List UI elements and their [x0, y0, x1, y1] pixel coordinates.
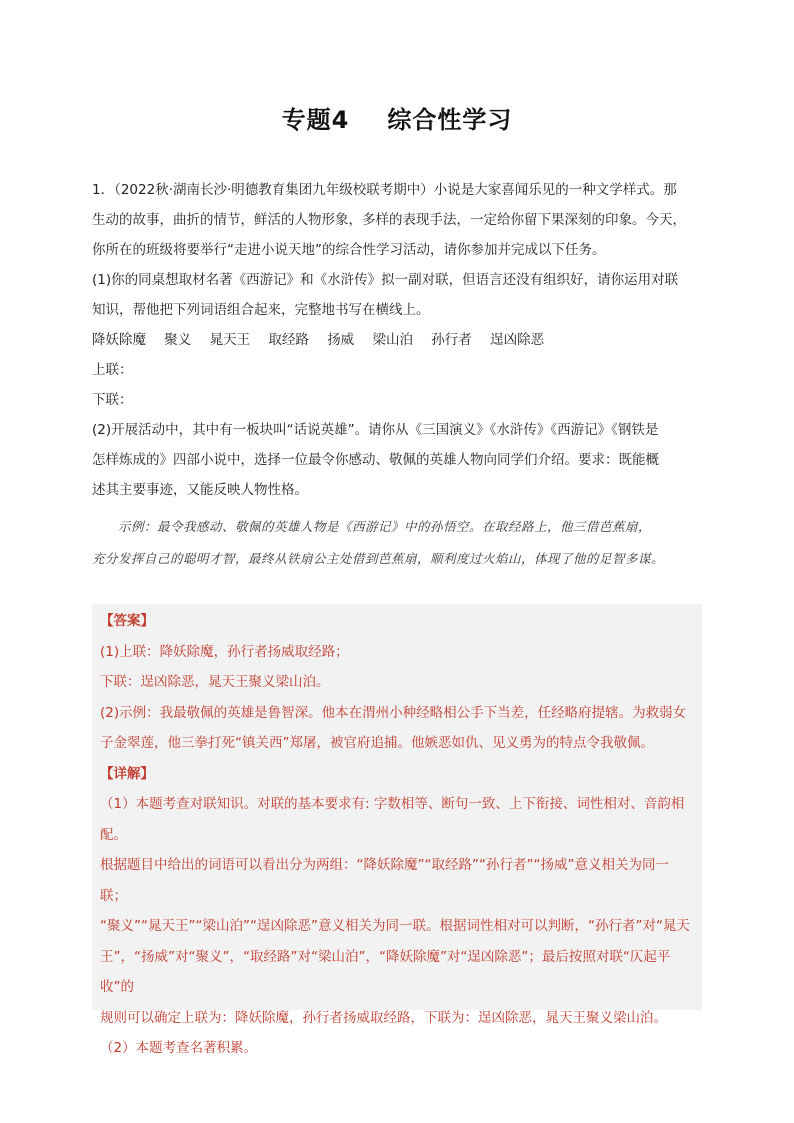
question-intro-line: 你所在的班级将要举行“走进小说天地”的综合性学习活动，请你参加并完成以下任务。 — [92, 242, 606, 258]
question-intro-line: 生动的故事，曲折的情节，鲜活的人物形象，多样的表现手法，一定给你留下果深刻的印象。今天， — [92, 212, 686, 228]
upper-couplet-label: 上联： — [92, 362, 133, 378]
task1-line: (1)你的同桌想取材名著《西游记》和《水浒传》拟一副对联，但语言还没有组织好，请你运用对联 — [92, 272, 679, 288]
answer-line: (1)上联：降妖除魔，孙行者扬威取经路； — [100, 643, 349, 660]
answer-section — [92, 604, 702, 1056]
lower-couplet-label: 下联： — [92, 392, 133, 408]
word-item: 孙行者 — [431, 332, 472, 348]
example-line: 示例：最令我感动、敬佩的英雄人物是《西游记》中的孙悟空。在取经路上，他三借芭蕉扇， — [118, 519, 652, 534]
word-item: 梁山泊 — [372, 332, 413, 348]
page-title — [0, 100, 794, 135]
detail-line: （2）本题考查名著积累。 — [100, 1040, 258, 1056]
answer-line: 子金翠莲，他三拳打死“镇关西”郑屠，被官府追捕。他嫉恶如仇、见义勇为的特点令我敬佩。 — [100, 735, 654, 751]
word-item: 降妖除魔 — [92, 332, 146, 348]
task1-line: 知识，帮他把下列词语组合起来，完整地书写在横线上。 — [92, 302, 430, 318]
question-block — [92, 175, 702, 575]
word-item: 聚义 — [164, 332, 192, 348]
title-topic-number: 专题4 — [281, 106, 350, 134]
detail-line: 配。 — [100, 826, 127, 843]
detail-tag: 【详解】 — [100, 765, 154, 782]
word-item: 逞凶除恶 — [490, 332, 545, 348]
word-item: 取经路 — [268, 332, 309, 348]
task2-line: (2)开展活动中，其中有一板块叫“话说英雄”。请你从《三国演义》《水浒传》《西游记》《钢铁是 — [92, 422, 659, 438]
word-item: 晁天王 — [209, 332, 251, 348]
answer-line: (2)示例：我最敬佩的英雄是鲁智深。他本在渭州小种经略相公手下当差，任经略府提辖。为救弱女 — [100, 704, 687, 721]
word-item: 扬威 — [327, 332, 355, 348]
answer-line: 下联：逞凶除恶，晁天王聚义梁山泊。 — [100, 674, 330, 690]
detail-line: 王”，“扬威”对“聚义”，“取经路”对“梁山泊”，“降妖除魔”对“逞凶除恶”；最后按照对联“仄起平收”的 — [100, 948, 671, 995]
task2-line: 怎样炼成的》四部小说中，选择一位最令你感动、敬佩的英雄人物向同学们介绍。要求：既能概 — [92, 452, 659, 468]
detail-line: 规则可以确定上联为：降妖除魔，孙行者扬威取经路，下联为：逞凶除恶，晁天王聚义梁山泊。 — [100, 1009, 667, 1026]
detail-line: 根据题目中给出的词语可以看出分为两组：“降妖除魔”“取经路”“孙行者”“扬威”意义相关为同一联； — [100, 857, 669, 904]
detail-line: “聚义”“晁天王”“梁山泊”“逞凶除恶”意义相关为同一联。根据词性相对可以判断，“孙行者”对“晁天 — [100, 918, 690, 934]
task2-line: 述其主要事迹，又能反映人物性格。 — [92, 482, 308, 498]
question-intro-line: 1．（2022秋·湖南长沙·明德教育集团九年级校联考期中）小说是大家喜闻乐见的一种文学样式。那 — [92, 182, 677, 198]
detail-line: （1）本题考查对联知识。对联的基本要求有: 字数相等、断句一致、上下衔接、词性相对、音韵相 — [100, 796, 685, 812]
title-topic-name: 综合性学习 — [387, 106, 513, 134]
answer-tag: 【答案】 — [100, 613, 154, 629]
word-list — [92, 325, 702, 355]
example-line: 充分发挥自己的聪明才智，最终从铁扇公主处借到芭蕉扇，顺利度过火焰山，体现了他的足智多谋。 — [92, 551, 665, 566]
